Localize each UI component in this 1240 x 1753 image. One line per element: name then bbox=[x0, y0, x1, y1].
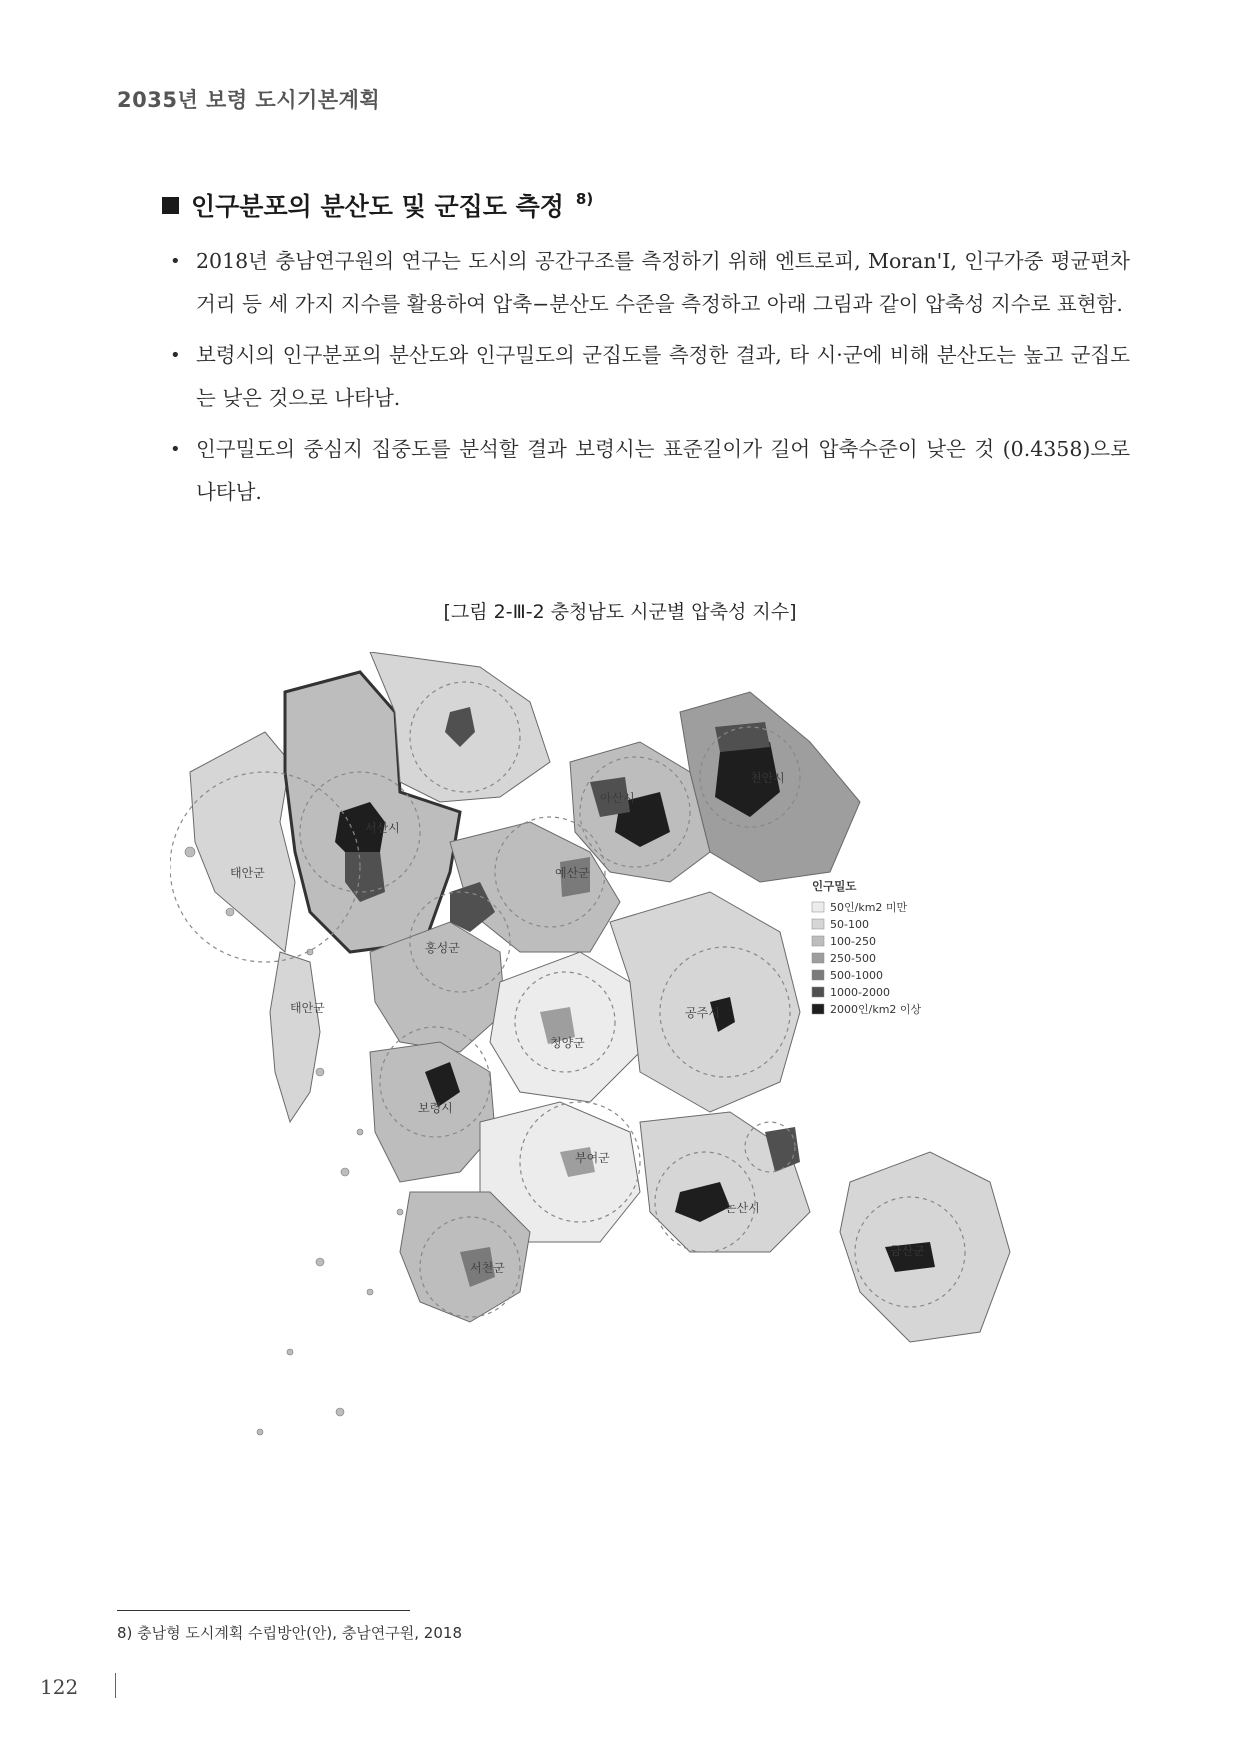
legend-label: 500-1000 bbox=[830, 969, 883, 982]
legend-label: 250-500 bbox=[830, 952, 876, 965]
square-bullet-icon bbox=[162, 197, 179, 214]
legend-title: 인구밀도 bbox=[812, 879, 857, 893]
label-boryeong: 보령시 bbox=[418, 1101, 453, 1115]
legend-label: 50-100 bbox=[830, 918, 869, 931]
legend-swatch bbox=[812, 919, 824, 929]
legend-swatch bbox=[812, 987, 824, 997]
legend-label: 1000-2000 bbox=[830, 986, 890, 999]
label-seosan: 서산시 bbox=[365, 821, 400, 835]
footnote-divider bbox=[117, 1610, 410, 1611]
page-number: 122 bbox=[40, 1675, 79, 1699]
label-seocheon: 서천군 bbox=[470, 1261, 505, 1275]
label-taean-south: 태안군 bbox=[290, 1001, 325, 1015]
label-cheongyang: 청양군 bbox=[550, 1036, 585, 1050]
footnote-ref[interactable]: 8) bbox=[575, 190, 594, 208]
legend-swatch bbox=[812, 1004, 824, 1014]
label-buyeo: 부여군 bbox=[575, 1151, 610, 1165]
legend-swatch bbox=[812, 936, 824, 946]
legend-swatch bbox=[812, 970, 824, 980]
legend-label: 100-250 bbox=[830, 935, 876, 948]
label-gongju: 공주시 bbox=[685, 1006, 720, 1020]
map-svg bbox=[170, 652, 1120, 1492]
label-asan: 아산시 bbox=[600, 791, 635, 805]
label-nonsan: 논산시 bbox=[725, 1201, 760, 1215]
legend-swatch bbox=[812, 953, 824, 963]
footnote: 8) 충남형 도시계획 수립방안(안), 충남연구원, 2018 bbox=[117, 1624, 462, 1642]
label-taean: 태안군 bbox=[230, 866, 265, 880]
running-header: 2035년 보령 도시기본계획 bbox=[117, 88, 381, 112]
legend-label: 2000인/km2 이상 bbox=[830, 1003, 922, 1016]
figure-caption: [그림 2-Ⅲ-2 충청남도 시군별 압축성 지수] bbox=[443, 601, 797, 623]
bullet-item: • 2018년 충남연구원의 연구는 도시의 공간구조를 측정하기 위해 엔트로피, Moran'I, 인구가중 평균편차거리 등 세 가지 지수를 활용하여 압축−분산도 수준을 측정하고 아래 그림과 같이 압축성 지수로 표현함. bbox=[168, 240, 1130, 326]
section-title bbox=[162, 187, 593, 223]
label-cheonan: 천안시 bbox=[750, 771, 785, 785]
page-number-separator bbox=[115, 1673, 116, 1698]
bullet-item: • 인구밀도의 중심지 집중도를 분석할 결과 보령시는 표준길이가 길어 압축수준이 낮은 것 (0.4358)으로 나타남. bbox=[168, 428, 1130, 514]
legend-swatch bbox=[812, 902, 824, 912]
bullet-item: • 보령시의 인구분포의 분산도와 인구밀도의 군집도를 측정한 결과, 타 시·군에 비해 분산도는 높고 군집도는 낮은 것으로 나타남. bbox=[168, 334, 1130, 420]
label-geumsan: 금산군 bbox=[890, 1244, 925, 1258]
compactness-map-figure bbox=[170, 652, 1120, 1492]
label-yesan: 예산군 bbox=[555, 866, 590, 880]
bullet-list bbox=[168, 240, 1130, 522]
label-hongseong: 홍성군 bbox=[425, 941, 460, 955]
legend-label: 50인/km2 미만 bbox=[830, 901, 908, 914]
section-title-text: 인구분포의 분산도 및 군집도 측정 bbox=[191, 192, 564, 221]
